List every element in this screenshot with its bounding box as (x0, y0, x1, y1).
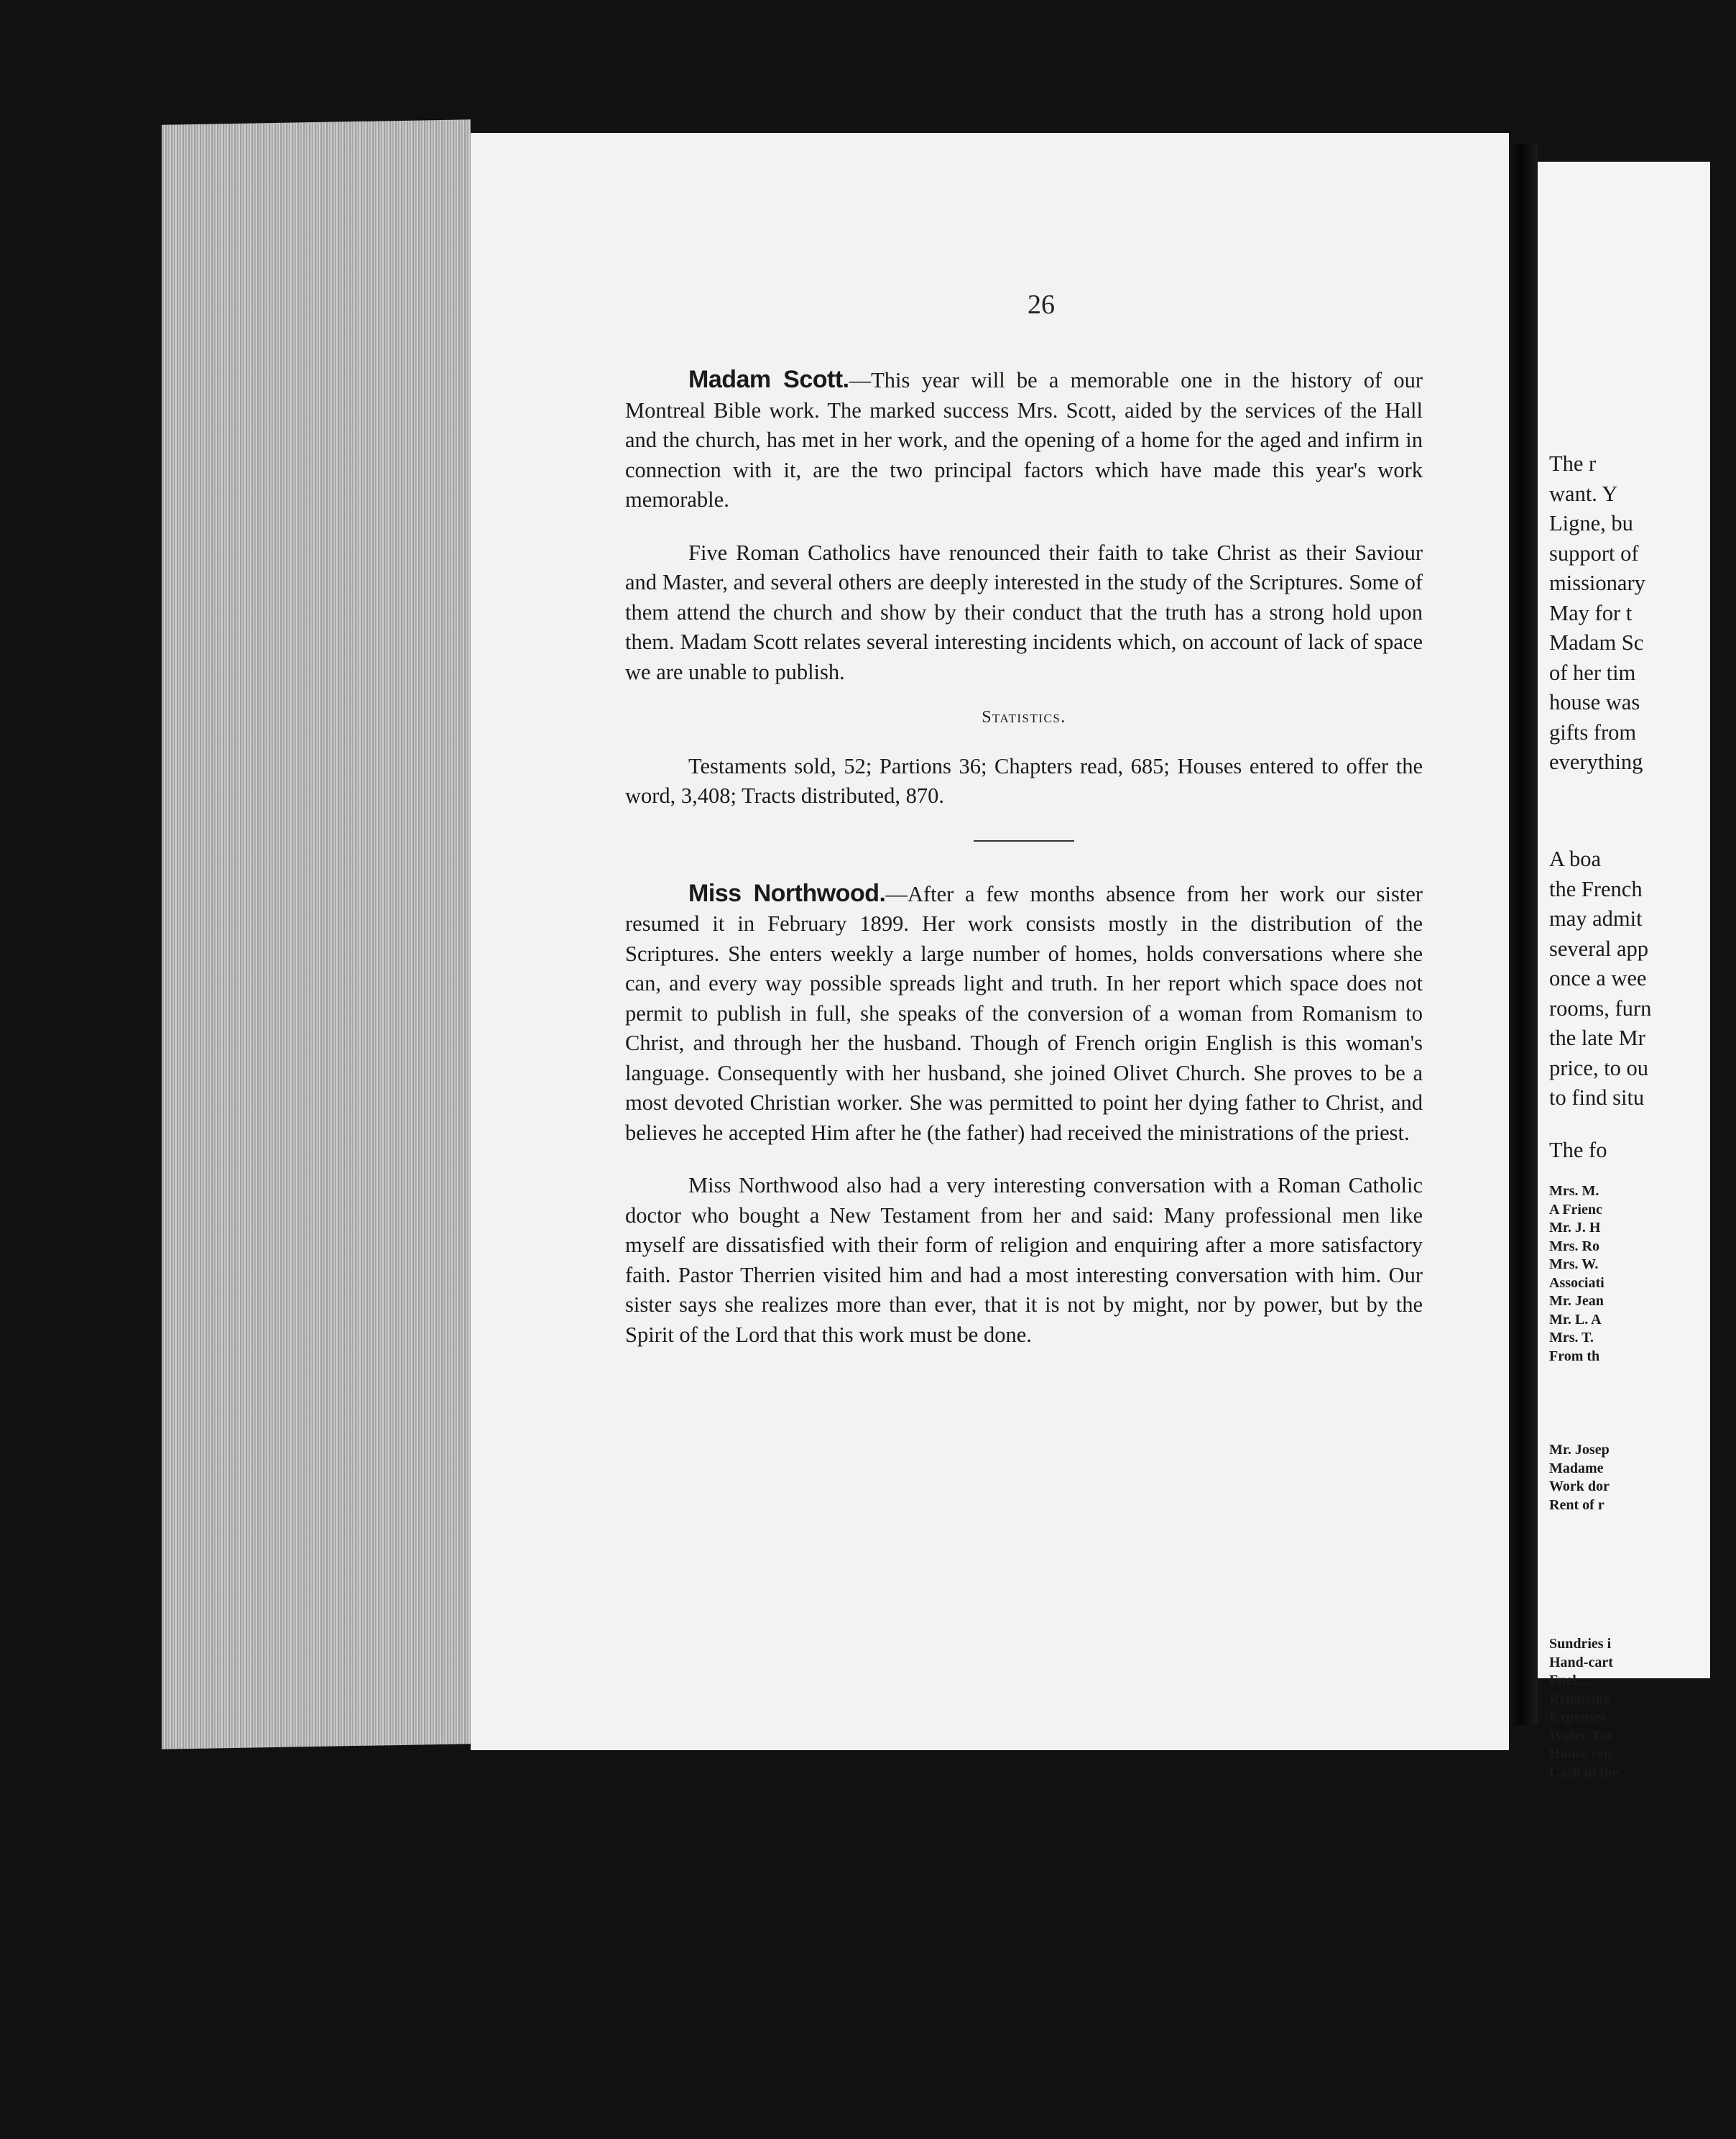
right-page-list-item: Mrs. T. (1549, 1330, 1594, 1346)
right-page-line: missionary (1549, 571, 1645, 595)
book-page-edges (162, 119, 471, 1749)
right-page-list-item: Mr. Josep (1549, 1442, 1610, 1458)
madam-scott-text-1: —This year will be a memorable one in the history of our Montreal Bible work. The marked success Mrs. Scott, aided by the services of the Hall and the church, has met in her work, and the opening of a home for the aged and infirm in connection with it, are the two principal factors which have made this year's work memorable. (625, 368, 1423, 512)
right-page-line: once a wee (1549, 966, 1647, 990)
right-page-line: the French (1549, 876, 1643, 901)
right-page-line: want. Y (1549, 481, 1618, 506)
madam-scott-heading: Madam Scott. (688, 366, 849, 393)
right-page-line: The r (1549, 451, 1597, 476)
right-page-line: The fo (1549, 1138, 1607, 1162)
right-page-line: rooms, furn (1549, 995, 1652, 1021)
right-page-line: Ligne, bu (1549, 511, 1633, 535)
right-page-line: several app (1549, 936, 1649, 961)
right-page-line: to find situ (1549, 1085, 1645, 1110)
right-page-line: Madam Sc (1549, 630, 1644, 655)
right-page-list-item: Expenses (1549, 1709, 1606, 1725)
right-page-list-item: Associati (1549, 1274, 1605, 1291)
miss-northwood-paragraph-1 (625, 879, 1423, 1149)
right-page-list-item: Mr. J. H (1549, 1220, 1601, 1236)
section-divider (974, 840, 1074, 842)
right-page-line: price, to ou (1549, 1055, 1649, 1080)
right-page-line: gifts from (1549, 719, 1637, 745)
right-page-list-item: Cash in the (1549, 1764, 1619, 1780)
right-page-line: everything (1549, 750, 1643, 774)
right-page-line: may admit (1549, 906, 1643, 931)
miss-northwood-heading: Miss Northwood. (688, 879, 886, 907)
right-page-line: May for t (1549, 600, 1633, 625)
statistics-paragraph: Testaments sold, 52; Partions 36; Chapters read, 685; Houses entered to offer the word, 3,408; Tracts distributed, 870. (625, 753, 1423, 808)
right-page-list-item: A Frienc (1549, 1201, 1602, 1218)
right-page-list-item: Repairing (1549, 1690, 1611, 1707)
right-page-fragment (1538, 162, 1710, 1780)
right-page-list-item: Mrs. M. (1549, 1183, 1599, 1199)
right-page-line: house was (1549, 690, 1640, 714)
right-page-list-item: Rent of r (1549, 1496, 1605, 1513)
right-page-list-item: Work dor (1549, 1478, 1610, 1494)
right-page-list-item: Hand-cart (1549, 1654, 1613, 1670)
right-page-list-item: House ren (1549, 1746, 1612, 1762)
right-page-list-item: Mrs. Ro (1549, 1238, 1599, 1254)
right-page-list-item: Madame (1549, 1460, 1604, 1476)
madam-scott-paragraph-1 (625, 365, 1423, 515)
statistics-heading (625, 703, 1423, 733)
right-page-line: support of (1549, 540, 1639, 566)
statistics-heading-text: Statistics. (982, 708, 1066, 727)
right-page-list-item: Sundries i (1549, 1636, 1612, 1652)
page-number: 26 (1028, 290, 1055, 320)
right-page-line: A boa (1549, 847, 1602, 871)
right-page-list-item: From th (1549, 1348, 1600, 1364)
page-body-text (625, 365, 1423, 1350)
right-page-list-item: Mrs. W. (1549, 1256, 1599, 1272)
miss-northwood-paragraph-2: Miss Northwood also had a very interesting conversation with a Roman Catholic doctor who bought a New Testament from her and said: Many professional men like myself are dissatisfied with their form of religion and enquiring after a more satisfactory faith. Pastor Therrien visited him and had a most interesting conversation with him. Our sister says she realizes more than ever, that it is not by might, nor by power, but by the Spirit of the Lord that this work must be done. (625, 1173, 1423, 1347)
right-page-line: the late Mr (1549, 1026, 1645, 1050)
right-page-list-item: Water Tax (1549, 1727, 1614, 1744)
right-page-list-item: Fuel..... (1549, 1673, 1594, 1688)
right-page-line: of her tim (1549, 660, 1636, 685)
madam-scott-paragraph-2: Five Roman Catholics have renounced their faith to take Christ as their Saviour and Master, and several others are deeply interested in the study of the Scriptures. Some of them attend the church and show by their conduct that the truth has a strong hold upon them. Madam Scott relates several interesting incidents which, on account of lack of space we are unable to publish. (625, 540, 1423, 684)
miss-northwood-text-1: —After a few months absence from her work our sister resumed it in February 1899. Her work consists mostly in the distribution of the Scriptures. She enters weekly a large number of homes, holds conversations where she can, and every way possible spreads light and truth. In her report which space does not permit to publish in full, she speaks of the conversion of a woman from Romanism to Christ, and through her the husband. Though of French origin English is this woman's language. Consequently with her husband, she joined Olivet Church. She proves to be a most devoted Christian worker. She was permitted to point her dying father to Christ, and believes he accepted Him after he (the father) had received the ministrations of the priest. (625, 881, 1423, 1145)
right-page-list-item: Mr. Jean (1549, 1293, 1604, 1309)
right-page-list-item: Mr. L. A (1549, 1311, 1602, 1328)
